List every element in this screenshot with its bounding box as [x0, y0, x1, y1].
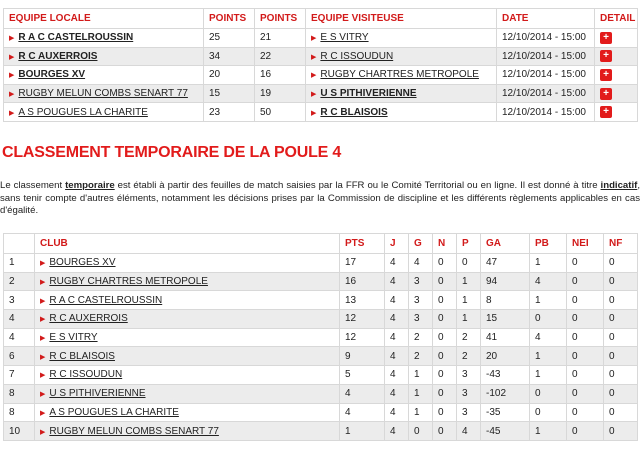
page-title: CLASSEMENT TEMPORAIRE DE LA POULE 4: [2, 144, 342, 161]
header-date: DATE: [497, 9, 595, 29]
j-cell: 4: [385, 272, 409, 291]
rank-cell: 8: [4, 384, 35, 403]
match-date: 12/10/2014 - 15:00: [497, 29, 595, 48]
ga-cell: 20: [481, 347, 530, 366]
ga-cell: -45: [481, 422, 530, 441]
standings-row: [4, 422, 638, 441]
intro-text-3: , sans tenir compte d'autres éléments, notamment les décisions prises par la Commission de discipline et les différents règlements applicables en cas d'égalité.: [0, 180, 640, 217]
standings-header-row: [4, 234, 638, 254]
n-cell: 0: [433, 254, 457, 273]
g-cell: 2: [409, 328, 433, 347]
rank-cell: 7: [4, 366, 35, 385]
home-team-cell: [4, 84, 204, 103]
pts-cell: 13: [340, 291, 385, 310]
standings-row: [4, 403, 638, 422]
p-cell: 4: [457, 422, 481, 441]
match-row: [4, 29, 638, 48]
j-cell: 4: [385, 347, 409, 366]
away-team-cell: [306, 29, 497, 48]
club-link[interactable]: BOURGES XV: [49, 257, 116, 269]
j-cell: 4: [385, 291, 409, 310]
header-j: J: [385, 234, 409, 254]
intro-paragraph: [0, 180, 640, 218]
club-link[interactable]: A S POUGUES LA CHARITE: [49, 406, 179, 418]
p-cell: 1: [457, 310, 481, 329]
club-cell: [35, 272, 340, 291]
arrow-right-icon: ▶: [40, 353, 46, 361]
away-team-cell: [306, 47, 497, 66]
n-cell: 0: [433, 291, 457, 310]
club-link[interactable]: R C ISSOUDUN: [49, 369, 123, 381]
intro-text-1: Le classement: [0, 180, 66, 191]
pts-cell: 4: [340, 384, 385, 403]
pts-cell: 9: [340, 347, 385, 366]
arrow-right-icon: ▶: [311, 72, 317, 80]
n-cell: 0: [433, 384, 457, 403]
header-rank: [4, 234, 35, 254]
nei-cell: 0: [567, 347, 604, 366]
nei-cell: 0: [567, 291, 604, 310]
header-n: N: [433, 234, 457, 254]
arrow-right-icon: ▶: [9, 109, 15, 117]
home-team-cell: [4, 29, 204, 48]
p-cell: 3: [457, 366, 481, 385]
pb-cell: 4: [530, 272, 567, 291]
header-home-points: POINTS: [204, 9, 255, 29]
header-pts: PTS: [340, 234, 385, 254]
ga-cell: 15: [481, 310, 530, 329]
rank-cell: 6: [4, 347, 35, 366]
club-cell: [35, 403, 340, 422]
nf-cell: 0: [604, 384, 638, 403]
matches-table: [3, 8, 638, 122]
away-team-link[interactable]: R C BLAISOIS: [320, 106, 388, 118]
g-cell: 1: [409, 403, 433, 422]
away-team-link[interactable]: E S VITRY: [320, 32, 369, 44]
standings-row: [4, 310, 638, 329]
header-club: CLUB: [35, 234, 340, 254]
arrow-right-icon: ▶: [40, 279, 46, 287]
match-date: 12/10/2014 - 15:00: [497, 103, 595, 122]
away-team-link[interactable]: RUGBY CHARTRES METROPOLE: [320, 69, 479, 81]
detail-cell: [595, 47, 638, 66]
header-p: P: [457, 234, 481, 254]
club-cell: [35, 328, 340, 347]
pts-cell: 5: [340, 366, 385, 385]
arrow-right-icon: ▶: [311, 109, 317, 117]
match-date: 12/10/2014 - 15:00: [497, 47, 595, 66]
n-cell: 0: [433, 347, 457, 366]
club-link[interactable]: R C AUXERROIS: [49, 313, 128, 325]
header-home-team: EQUIPE LOCALE: [4, 9, 204, 29]
intro-emphasis-temporaire: temporaire: [65, 180, 115, 191]
standings-row: [4, 254, 638, 273]
club-cell: [35, 366, 340, 385]
n-cell: 0: [433, 366, 457, 385]
arrow-right-icon: ▶: [9, 72, 15, 80]
nf-cell: 0: [604, 254, 638, 273]
arrow-right-icon: ▶: [9, 53, 15, 61]
ga-cell: -43: [481, 366, 530, 385]
club-link[interactable]: R C BLAISOIS: [49, 350, 115, 362]
match-row: [4, 47, 638, 66]
nei-cell: 0: [567, 254, 604, 273]
p-cell: 2: [457, 347, 481, 366]
pb-cell: 0: [530, 310, 567, 329]
arrow-right-icon: ▶: [40, 297, 46, 305]
j-cell: 4: [385, 366, 409, 385]
plus-icon[interactable]: +: [600, 69, 612, 81]
ga-cell: 8: [481, 291, 530, 310]
match-row: [4, 103, 638, 122]
pts-cell: 16: [340, 272, 385, 291]
arrow-right-icon: ▶: [40, 391, 46, 399]
home-points: 15: [204, 84, 255, 103]
home-points: 20: [204, 66, 255, 85]
pts-cell: 12: [340, 310, 385, 329]
nf-cell: 0: [604, 328, 638, 347]
standings-row: [4, 272, 638, 291]
pb-cell: 4: [530, 328, 567, 347]
away-team-cell: [306, 103, 497, 122]
rank-cell: 1: [4, 254, 35, 273]
pb-cell: 0: [530, 384, 567, 403]
ga-cell: 41: [481, 328, 530, 347]
j-cell: 4: [385, 254, 409, 273]
away-points: 16: [255, 66, 306, 85]
j-cell: 4: [385, 422, 409, 441]
n-cell: 0: [433, 310, 457, 329]
g-cell: 3: [409, 310, 433, 329]
arrow-right-icon: ▶: [9, 91, 15, 99]
home-team-cell: [4, 66, 204, 85]
away-team-cell: [306, 84, 497, 103]
club-cell: [35, 291, 340, 310]
standings-row: [4, 291, 638, 310]
pb-cell: 1: [530, 254, 567, 273]
j-cell: 4: [385, 328, 409, 347]
pts-cell: 12: [340, 328, 385, 347]
away-team-link[interactable]: R C ISSOUDUN: [320, 50, 394, 62]
header-away-team: EQUIPE VISITEUSE: [306, 9, 497, 29]
nei-cell: 0: [567, 403, 604, 422]
j-cell: 4: [385, 403, 409, 422]
home-team-cell: [4, 47, 204, 66]
club-link[interactable]: RUGBY CHARTRES METROPOLE: [49, 276, 208, 288]
arrow-right-icon: ▶: [40, 316, 46, 324]
p-cell: 1: [457, 291, 481, 310]
header-nei: NEI: [567, 234, 604, 254]
header-away-points: POINTS: [255, 9, 306, 29]
rank-cell: 10: [4, 422, 35, 441]
p-cell: 1: [457, 272, 481, 291]
rank-cell: 8: [4, 403, 35, 422]
club-cell: [35, 310, 340, 329]
nf-cell: 0: [604, 422, 638, 441]
p-cell: 3: [457, 384, 481, 403]
g-cell: 4: [409, 254, 433, 273]
arrow-right-icon: ▶: [311, 35, 317, 43]
club-cell: [35, 422, 340, 441]
home-points: 34: [204, 47, 255, 66]
pts-cell: 4: [340, 403, 385, 422]
arrow-right-icon: ▶: [40, 372, 46, 380]
p-cell: 0: [457, 254, 481, 273]
g-cell: 1: [409, 384, 433, 403]
ga-cell: 47: [481, 254, 530, 273]
pb-cell: 1: [530, 366, 567, 385]
home-team-cell: [4, 103, 204, 122]
detail-cell: [595, 103, 638, 122]
nei-cell: 0: [567, 328, 604, 347]
away-points: 22: [255, 47, 306, 66]
header-g: G: [409, 234, 433, 254]
pts-cell: 17: [340, 254, 385, 273]
n-cell: 0: [433, 403, 457, 422]
pb-cell: 1: [530, 422, 567, 441]
n-cell: 0: [433, 422, 457, 441]
nei-cell: 0: [567, 422, 604, 441]
header-ga: GA: [481, 234, 530, 254]
pb-cell: 1: [530, 347, 567, 366]
nf-cell: 0: [604, 347, 638, 366]
home-team-link[interactable]: BOURGES XV: [18, 69, 86, 81]
g-cell: 3: [409, 291, 433, 310]
n-cell: 0: [433, 272, 457, 291]
home-team-link[interactable]: R C AUXERROIS: [18, 50, 98, 62]
away-points: 21: [255, 29, 306, 48]
nf-cell: 0: [604, 272, 638, 291]
away-team-cell: [306, 66, 497, 85]
ga-cell: 94: [481, 272, 530, 291]
n-cell: 0: [433, 328, 457, 347]
arrow-right-icon: ▶: [40, 335, 46, 343]
g-cell: 2: [409, 347, 433, 366]
standings-row: [4, 366, 638, 385]
away-points: 19: [255, 84, 306, 103]
standings-table: [3, 233, 638, 441]
arrow-right-icon: ▶: [40, 409, 46, 417]
nei-cell: 0: [567, 310, 604, 329]
detail-cell: [595, 84, 638, 103]
match-row: [4, 66, 638, 85]
club-cell: [35, 347, 340, 366]
match-date: 12/10/2014 - 15:00: [497, 84, 595, 103]
home-team-link[interactable]: RUGBY MELUN COMBS SENART 77: [18, 88, 188, 100]
detail-cell: [595, 29, 638, 48]
nei-cell: 0: [567, 272, 604, 291]
club-link[interactable]: RUGBY MELUN COMBS SENART 77: [49, 425, 219, 437]
away-points: 50: [255, 103, 306, 122]
nf-cell: 0: [604, 310, 638, 329]
rank-cell: 4: [4, 328, 35, 347]
plus-icon[interactable]: +: [600, 50, 612, 62]
club-link[interactable]: E S VITRY: [49, 332, 98, 344]
arrow-right-icon: ▶: [311, 53, 317, 61]
ga-cell: -102: [481, 384, 530, 403]
rank-cell: 3: [4, 291, 35, 310]
header-nf: NF: [604, 234, 638, 254]
rank-cell: 4: [4, 310, 35, 329]
standings-row: [4, 347, 638, 366]
club-link[interactable]: R A C CASTELROUSSIN: [49, 294, 163, 306]
nei-cell: 0: [567, 384, 604, 403]
nf-cell: 0: [604, 291, 638, 310]
plus-icon[interactable]: +: [600, 88, 612, 100]
p-cell: 3: [457, 403, 481, 422]
club-cell: [35, 384, 340, 403]
match-date: 12/10/2014 - 15:00: [497, 66, 595, 85]
home-team-link[interactable]: R A C CASTELROUSSIN: [18, 32, 134, 44]
match-row: [4, 84, 638, 103]
header-pb: PB: [530, 234, 567, 254]
home-points: 23: [204, 103, 255, 122]
club-link[interactable]: U S PITHIVERIENNE: [49, 388, 146, 400]
arrow-right-icon: ▶: [9, 35, 15, 43]
nei-cell: 0: [567, 366, 604, 385]
g-cell: 1: [409, 366, 433, 385]
arrow-right-icon: ▶: [311, 91, 317, 99]
nf-cell: 0: [604, 366, 638, 385]
detail-cell: [595, 66, 638, 85]
header-detail: DETAIL: [595, 9, 638, 29]
nf-cell: 0: [604, 403, 638, 422]
home-points: 25: [204, 29, 255, 48]
arrow-right-icon: ▶: [40, 260, 46, 268]
standings-row: [4, 328, 638, 347]
j-cell: 4: [385, 310, 409, 329]
club-cell: [35, 254, 340, 273]
arrow-right-icon: ▶: [40, 428, 46, 436]
standings-row: [4, 384, 638, 403]
p-cell: 2: [457, 328, 481, 347]
ga-cell: -35: [481, 403, 530, 422]
pb-cell: 0: [530, 403, 567, 422]
plus-icon[interactable]: +: [600, 32, 612, 44]
away-team-link[interactable]: U S PITHIVERIENNE: [320, 88, 417, 100]
pb-cell: 1: [530, 291, 567, 310]
intro-emphasis-indicatif: indicatif: [600, 180, 638, 191]
home-team-link[interactable]: A S POUGUES LA CHARITE: [18, 106, 148, 118]
pts-cell: 1: [340, 422, 385, 441]
g-cell: 0: [409, 422, 433, 441]
g-cell: 3: [409, 272, 433, 291]
plus-icon[interactable]: +: [600, 106, 612, 118]
j-cell: 4: [385, 384, 409, 403]
rank-cell: 2: [4, 272, 35, 291]
intro-text-2: est établi à partir des feuilles de match saisies par la FFR ou le Comité Territorial ou en ligne. Il est donné à titre: [114, 180, 601, 191]
matches-header-row: [4, 9, 638, 29]
